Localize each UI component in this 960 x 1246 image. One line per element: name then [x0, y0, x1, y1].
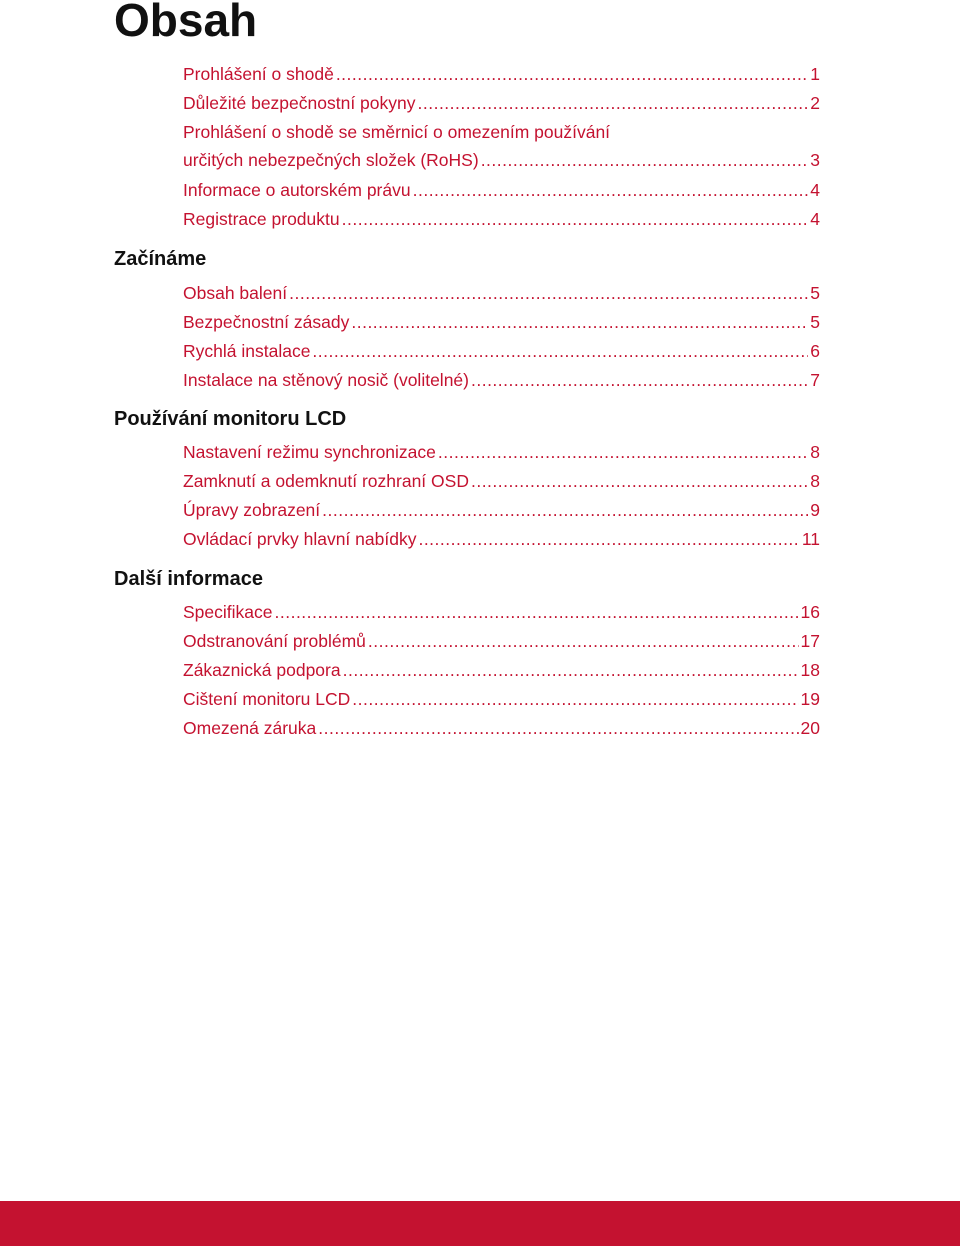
toc-page-number: 6 — [810, 341, 820, 361]
toc-entry-label: Zamknutí a odemknutí rozhraní OSD — [183, 471, 469, 491]
toc-entry-label: Rychlá instalace — [183, 341, 311, 361]
toc-entry-label: Zákaznická podpora — [183, 660, 341, 680]
dot-leader — [312, 339, 808, 363]
toc-entry-registration[interactable] — [183, 207, 820, 231]
toc-page-number: 17 — [800, 631, 820, 651]
toc-entry-label: Specifikace — [183, 602, 273, 622]
toc-entry-safety[interactable] — [183, 91, 820, 115]
toc-entry-label: Informace o autorském právu — [183, 180, 411, 200]
toc-entry-label: Registrace produktu — [183, 209, 340, 229]
footer-bar — [0, 1201, 960, 1246]
dot-leader — [318, 716, 798, 740]
dot-leader — [413, 178, 809, 202]
toc-page-number: 8 — [810, 471, 820, 491]
toc-page-number: 7 — [810, 370, 820, 390]
toc-page-number: 9 — [810, 500, 820, 520]
toc-entry-display-adjust[interactable] — [183, 498, 820, 522]
dot-leader — [351, 310, 808, 334]
toc-entry-wall-mount[interactable] — [183, 368, 820, 392]
dot-leader — [418, 91, 809, 115]
toc-entry-label: Omezená záruka — [183, 718, 317, 738]
toc-entry-package-contents[interactable] — [183, 281, 820, 305]
toc-entry-label: Instalace na stěnový nosič (volitelné) — [183, 370, 469, 390]
dot-leader — [343, 658, 799, 682]
dot-leader — [438, 440, 808, 464]
toc-page-number: 3 — [810, 150, 820, 170]
toc-page-number: 5 — [810, 312, 820, 332]
toc-entry-label: Úpravy zobrazení — [183, 500, 321, 520]
toc-entry-specifications[interactable] — [183, 600, 820, 624]
toc-entry-safety-rules[interactable] — [183, 310, 820, 334]
toc-page-number: 8 — [810, 442, 820, 462]
page-title: Obsah — [114, 0, 258, 46]
toc-page-number: 4 — [810, 180, 820, 200]
toc-page-number: 19 — [800, 689, 820, 709]
dot-leader — [275, 600, 799, 624]
toc-entry-quick-install[interactable] — [183, 339, 820, 363]
toc-entry-timing-mode[interactable] — [183, 440, 820, 464]
toc-page-number: 11 — [801, 529, 820, 549]
toc-entry-osd-lock[interactable] — [183, 469, 820, 493]
toc-entry-label-line1: Prohlášení o shodě se směrnicí o omezením používání — [183, 122, 611, 142]
dot-leader — [289, 281, 808, 305]
toc-entry-customer-support[interactable] — [183, 658, 820, 682]
toc-entry-cleaning[interactable] — [183, 687, 820, 711]
toc-entry-label: Prohlášení o shodě — [183, 64, 334, 84]
toc-entry-troubleshooting[interactable] — [183, 629, 820, 653]
dot-leader — [471, 368, 808, 392]
toc-entry-copyright[interactable] — [183, 178, 820, 202]
dot-leader — [471, 469, 808, 493]
toc-page-number: 5 — [810, 283, 820, 303]
section-heading-other-info: Další informace — [114, 568, 263, 590]
toc-entry-warranty[interactable] — [183, 716, 820, 740]
dot-leader — [368, 629, 799, 653]
toc-entry-label: Nastavení režimu synchronizace — [183, 442, 436, 462]
toc-entry-label: určitých nebezpečných složek (RoHS) — [183, 150, 479, 170]
dot-leader — [418, 527, 799, 551]
dot-leader — [342, 207, 809, 231]
toc-entry-label: Cištení monitoru LCD — [183, 689, 351, 709]
dot-leader — [336, 62, 808, 86]
toc-entry-label: Ovládací prvky hlavní nabídky — [183, 529, 417, 549]
toc-page-number: 20 — [800, 718, 820, 738]
dot-leader — [322, 498, 808, 522]
section-heading-using-monitor: Používání monitoru LCD — [114, 408, 347, 430]
toc-entry-declaration[interactable] — [183, 62, 820, 86]
dot-leader — [352, 687, 798, 711]
toc-page-number: 1 — [810, 64, 820, 84]
section-heading-getting-started: Začínáme — [114, 248, 207, 270]
toc-entry-main-menu[interactable] — [183, 527, 820, 551]
toc-entry-label: Důležité bezpečnostní pokyny — [183, 93, 416, 113]
toc-entry-label: Bezpečnostní zásady — [183, 312, 350, 332]
toc-page-number: 2 — [810, 93, 820, 113]
toc-page-number: 4 — [810, 209, 820, 229]
toc-page-number: 18 — [800, 660, 820, 680]
dot-leader — [481, 148, 809, 172]
toc-entry-label: Obsah balení — [183, 283, 288, 303]
toc-page-number: 16 — [800, 602, 820, 622]
toc-entry-label: Odstranování problémů — [183, 631, 366, 651]
toc-entry-rohs[interactable] — [183, 120, 820, 172]
